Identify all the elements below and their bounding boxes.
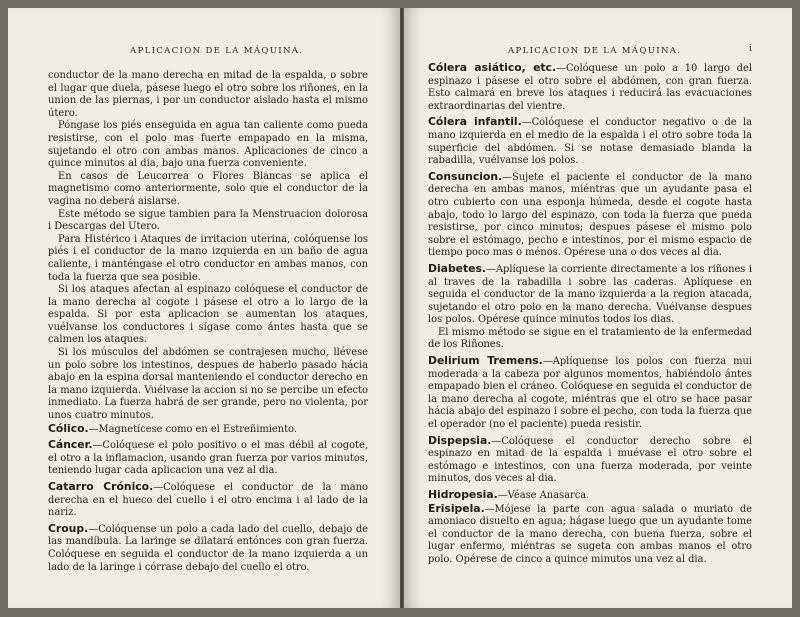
- entry-heading: Catarro Crónico.: [48, 480, 154, 493]
- paragraph: Si los músculos del abdómen se contrajesen mucho, llévese un polo sobre los intestinos, despues de haberlo pasado hácia abajo en la espina dorsal manteniendo el conductor derecho en la mano izquierda. Vuélvase la accion si no se percibe un efecto inmediato. La fuerza habrá de ser grande, pero no violenta, por unos cuatro minutos.: [48, 347, 368, 422]
- right-page-text: [428, 62, 752, 567]
- paragraph: Si los ataques afectan al espinazo colóquese el conductor de la mano derecha al cogote i pásese el otro a lo largo de la espalda. Si por esta aplicacion se aumentan los ataques, vuélvanse los conductores i sígase como ántes hasta que se calmen los ataques.: [48, 284, 368, 346]
- entry-catarro: Catarro Crónico.—Colóquese el conductor de la mano derecha en el hueco del cuello i el otro encima i al lado de la nariz.: [48, 480, 368, 519]
- paragraph: El mismo método se sigue en el tratamiento de la enfermedad de los Riñones.: [428, 326, 752, 351]
- entry-croup: Croup.—Colóquense un polo a cada lado del cuello, debajo de las mandíbula. La laringe se dilatará entónces con gran fuerza. Colóquese en seguida el conductor de la mano izquierda a un lado de la laringe i córrase debajo del cuello el otro.: [48, 521, 368, 573]
- entry-heading: Cólico.: [48, 421, 89, 435]
- paragraph: conductor de la mano derecha en mitad de la espalda, o sobre el lugar que duela, pásese luego el otro sobre los riñones, en la union de las piernas, i por un conductor aislado hasta el mismo útero.: [48, 70, 368, 119]
- entry-colera-asiatico: Cólera asiático, etc.—Colóquese un polo a 10 largo del espinazo i pásese el otro sobre el abdómen, con gran fuerza. Esto calmará en breve los ataques i reducirá las evacuaciones extraordinarias del vientre.: [428, 61, 752, 112]
- right-running-head: APLICACION DE LA MÁQUINA.: [508, 46, 682, 56]
- entry-heading: Erisipela.: [428, 501, 485, 515]
- entry-colera-infantil: Cólera infantil.—Colóquese el conductor negativo o de la mano izquierda en el medio de la espalda i el otro sobre toda la superficie del abdómen. Si se notase demasiado blanda la rabadilla, vuélvanse los polos.: [428, 115, 752, 167]
- paragraph: Para Histérico i Ataques de irritacion uterina, colóquense los piés i el conductor de la mano izquierda en un baño de agua caliente, i manténgase el otro conductor en ambas manos, con toda la fuerza que sea posible.: [48, 233, 368, 283]
- entry-consuncion: Consuncion.—Sujete el paciente el conductor de la mano derecha en ambas manos, miéntras que un ayudante pasa el otro cubierto con una esponja húmeda, desde el cogote hasta abajo, todo lo largo del espinazo, con toda la fuerza que pueda resistirse, por cinco minutos; despues pásese el mismo polo sobre el estómago, pecho e intestinos, por el mismo espacio de tiempo poco mas o ménos. Opérese una o dos veces al dia.: [428, 169, 752, 259]
- page-number: i: [749, 44, 752, 54]
- entry-colico: Cólico.—Magnetícese como en el Estreñimiento.: [48, 421, 297, 435]
- entry-heading: Cáncer.: [48, 438, 93, 452]
- paragraph: Este método se sigue tambien para la Menstruacion dolorosa i Descargas del Utero.: [48, 208, 368, 233]
- entry-delirium: Delirium Tremens.—Aplíquense los polos con fuerza mui moderada a la cabeza por algunos momentos, habiéndolo ántes empapado bien el cráneo. Colóquese en seguida el conductor de la mano derecha al cogote, miéntras que el otro se hace pasar hácia abajo del espinazo i sobre el pecho, con toda la fuerza que el operador (no el paciente) pueda resistir.: [428, 354, 752, 431]
- right-page: [404, 8, 792, 608]
- entry-hidropesia: Hidropesia.—Véase Anasarca.: [428, 488, 590, 501]
- entry-diabetes: Diabetes.—Aplíquese la corriente directamente a los riñones i al traves de la rabadilla i sobre las caderas. Aplíquese en seguida el conductor de la mano izquierda a la region atacada, sujetando el otro polo en la mano derecha. Vuélvanse despues los polos. Opérese quince minutos todos los dias.: [428, 261, 752, 326]
- entry-heading: Cólera infantil.: [428, 115, 522, 129]
- entry-heading: Cólera asiático, etc.: [428, 61, 557, 74]
- left-page: [8, 8, 400, 608]
- entry-heading: Diabetes.: [428, 261, 487, 275]
- entry-heading: Croup.: [48, 521, 89, 535]
- left-running-head: APLICACION DE LA MÁQUINA.: [130, 46, 304, 56]
- entry-heading: Consuncion.: [428, 169, 503, 183]
- entry-cancer: Cáncer.—Colóquese el polo positivo o el mas débil al cogote, el otro a la inflamacion, usando gran fuerza por varios minutos, teniendo lugar cada aplicacion una vez al dia.: [48, 438, 368, 477]
- entry-heading: Dispepsia.: [428, 433, 492, 447]
- entry-heading: Hidropesia.: [428, 488, 498, 501]
- left-page-text: [48, 70, 368, 574]
- paragraph: En casos de Leucorrea o Flores Blancas se aplica el magnetismo como anteriormente, solo que el conductor de la vagina no deberá aislarse.: [48, 170, 368, 207]
- paragraph: Póngase los piés enseguida en agua tan caliente como pueda resistirse, con el polo mas fuerte empapado en la misma, sujetando el otro con ambas manos. Aplicaciones de cinco a quince minutos al dia, bajo una fuerza conveniente.: [48, 120, 368, 170]
- entry-heading: Delirium Tremens.: [428, 354, 543, 368]
- entry-dispepsia: Dispepsia.—Colóquese el conductor derecho sobre el espinazo en mitad de la espalda i muévase el otro sobre el estómago e intestinos, con una fuerza moderada, por veinte minutos, dos veces al dia.: [428, 433, 752, 485]
- entry-erisipela: Erisipela.—Mójese la parte con agua salada o muriato de amoniaco disuelto en agua; hágase luego que un ayudante tome el conductor de la mano derecha, con buena fuerza, sobre el lugar enfermo, miéntras se sugeta con ambas manos el otro polo. Opérese de cinco a quince minutos una vez al dia.: [428, 501, 752, 565]
